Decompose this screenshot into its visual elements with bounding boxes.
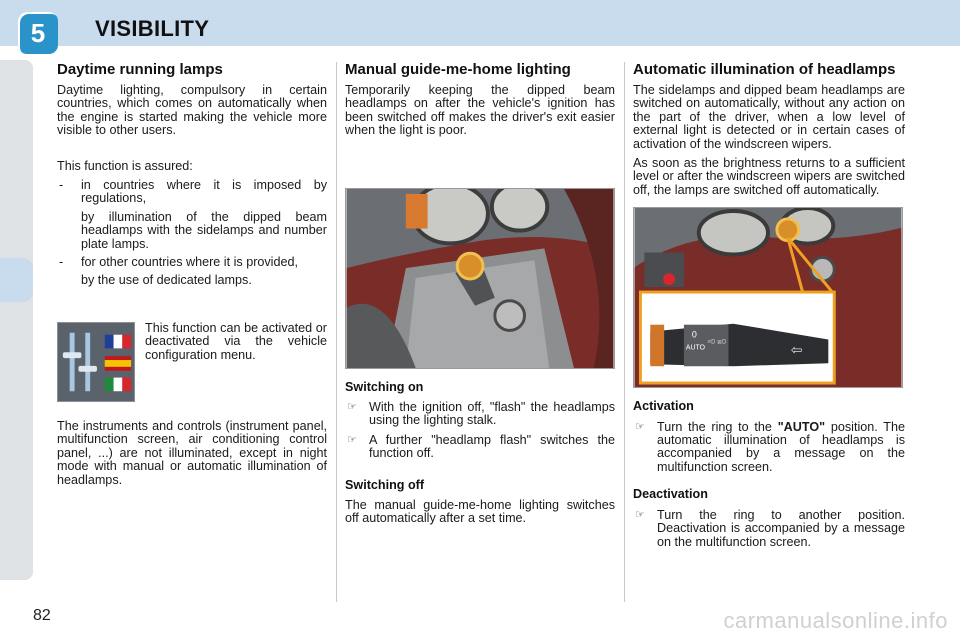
pointing-hand-icon: ☞ (347, 433, 357, 446)
subsection-title: Switching off (345, 477, 425, 492)
settings-config-menu-icon (57, 322, 135, 402)
column-divider (624, 62, 625, 602)
chapter-title: VISIBILITY (95, 16, 210, 41)
list (633, 421, 905, 475)
paragraph: Temporarily keeping the dipped beam headlamps on after the vehicle's ignition has been switched off makes the driver's exit easier when the light is poor. (345, 83, 615, 138)
pointing-hand-icon: ☞ (347, 401, 357, 414)
auto-headlamp-stalk-photo (633, 207, 903, 388)
section-title: Manual guide-me-home lighting (345, 61, 571, 78)
list (57, 179, 327, 288)
sidelamp-symbol-icon: ≡D ≣D (707, 339, 727, 346)
column-divider (336, 62, 337, 602)
subsection-title: Activation (633, 399, 694, 414)
watermark: carmanualsonline.info (723, 608, 948, 633)
lighting-stalk-photo (345, 188, 615, 369)
list-item (345, 434, 615, 461)
list (345, 401, 615, 461)
paragraph: The instruments and controls (instrument panel, multifunction screen, air conditioning control panel, ...) are not illuminated, except in night mode with manual or automatic illumination of headlamps. (57, 418, 327, 487)
chapter-tab[interactable] (0, 258, 33, 302)
config-note (57, 322, 327, 402)
list-item-text: Turn the ring to another position. Deactivation is accompanied by a message on the multifunction screen. (657, 507, 905, 549)
chapter-number-badge: 5 (18, 12, 58, 54)
list-subitem: by illumination of the dipped beam headlamps with the sidelamps and number plate lamps. (81, 209, 327, 251)
paragraph: Daytime lighting, compulsory in certain countries, which comes on automatically when the engine is started making the vehicle more visible to other users. (57, 83, 327, 138)
list-item-text: A further "headlamp flash" switches the function off. (369, 432, 615, 461)
indicator-arrow-icon: ⇦ (790, 341, 803, 358)
list-item: - in countries where it is imposed by regulations, (57, 179, 327, 206)
column-daytime-running-lamps (57, 62, 327, 493)
paragraph: The sidelamps and dipped beam headlamps are switched on automatically, without any action on the part of the driver, when a low level of external light is detected or in certain cases of activation of the windscreen wipers. (633, 83, 905, 151)
list-subitem: by the use of dedicated lamps. (81, 273, 252, 288)
auto-position-label: "AUTO" (777, 419, 826, 434)
side-strip (0, 60, 33, 580)
page-number: 82 (33, 607, 51, 624)
list-item (345, 401, 615, 428)
paragraph: This function is assured: (57, 158, 193, 173)
list (633, 509, 905, 549)
pointing-hand-icon: ☞ (635, 508, 645, 521)
column-guide-me-home (345, 62, 615, 532)
column-automatic-headlamps (633, 62, 905, 557)
stalk-position-auto-label: AUTO (685, 344, 705, 352)
list-item: - for other countries where it is provided, (57, 256, 327, 269)
stalk-position-zero-label: 0 (691, 329, 697, 340)
paragraph: As soon as the brightness returns to a sufficient level or after the windscreen wipers are switched off, the lamps are switched off automatically. (633, 156, 905, 197)
section-title: Automatic illumination of headlamps (633, 61, 896, 78)
paragraph: This function can be activated or deactivated via the vehicle configuration menu. (145, 320, 327, 362)
list-item (633, 421, 905, 475)
pointing-hand-icon: ☞ (635, 420, 645, 433)
list-item-text: Turn the ring to the (657, 419, 778, 434)
list-item-text: With the ignition off, "flash" the headlamps using the lighting stalk. (369, 400, 615, 428)
list-item (633, 509, 905, 549)
paragraph: The manual guide-me-home lighting switches off automatically after a set time. (345, 498, 615, 526)
section-title: Daytime running lamps (57, 61, 223, 78)
subsection-title: Switching on (345, 379, 424, 394)
subsection-title: Deactivation (633, 487, 708, 502)
list-item-text: position. The automatic illumination of headlamps is accompanied by a message on the multifunction screen. (657, 419, 905, 474)
